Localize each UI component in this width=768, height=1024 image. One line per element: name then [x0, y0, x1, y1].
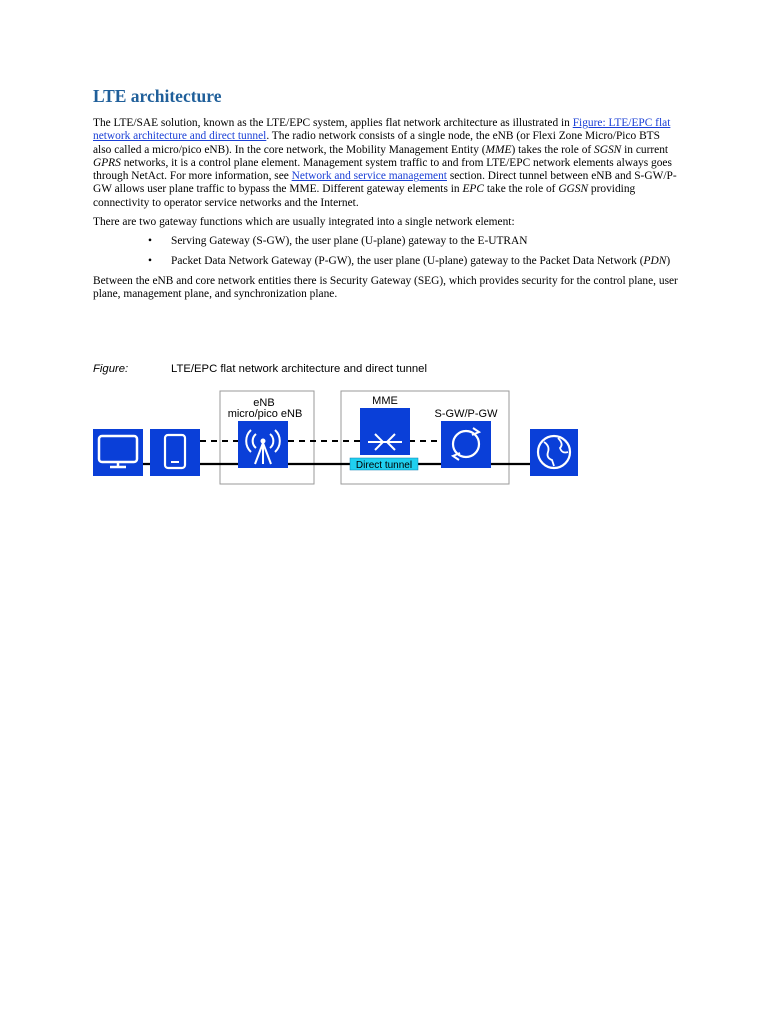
paragraph-gateways: There are two gateway functions which are usually integrated into a single network element: [93, 216, 515, 229]
architecture-diagram [90, 388, 590, 488]
enb-label: eNB [253, 397, 275, 409]
text-run: section. Direct tunnel between eNB and S-GW/P-GW allows user plane traffic to bypass the MME. Different gateway elements in [93, 170, 677, 196]
computer-icon [93, 429, 143, 476]
term-ggsn: GGSN [558, 183, 589, 196]
list-item [93, 235, 678, 248]
mobile-device-icon [150, 429, 200, 476]
text-run: The LTE/SAE solution, known as the LTE/EPC system, applies flat network architecture as illustrated in [93, 117, 573, 129]
term-sgsn: SGSN [594, 143, 622, 156]
list-item [93, 255, 678, 268]
text-run: in current [621, 143, 669, 156]
text-run: providing connectivity to operator service networks and the Internet. [93, 183, 636, 209]
direct-tunnel-label: Direct tunnel [355, 460, 413, 471]
list-item-text: ) [666, 254, 671, 267]
list-item-text: Serving Gateway (S-GW), the user plane (U-plane) gateway to the E-UTRAN [171, 235, 528, 248]
enb-sublabel: micro/pico eNB [227, 408, 303, 420]
term-epc: EPC [462, 183, 484, 196]
figure-label: Figure: [93, 363, 129, 375]
internet-globe-icon [530, 429, 578, 476]
text-run: networks, it is a control plane element. Management system traffic to and from LTE/EPC network elements always goes through NetAct. For more information, see [93, 156, 672, 183]
mme-label: MME [372, 395, 398, 407]
term-pdn: PDN [643, 254, 667, 267]
paragraph-intro [93, 117, 678, 210]
gateway-list [93, 235, 678, 268]
antenna-icon [238, 421, 288, 468]
bullet-marker: • [148, 235, 152, 248]
mme-router-icon [360, 408, 410, 455]
text-run: take the role of [483, 183, 559, 196]
bullet-marker: • [148, 254, 152, 267]
network-management-link[interactable]: Network and service management [291, 170, 447, 183]
sgw-label: S-GW/P-GW [434, 408, 498, 420]
figure-caption-text: LTE/EPC flat network architecture and direct tunnel [171, 363, 427, 375]
figure-link[interactable]: Figure: LTE/EPC flat network architecture and direct tunnel [93, 117, 671, 143]
page-title: LTE architecture [93, 86, 222, 106]
text-run: ) takes the role of [511, 143, 595, 156]
gateway-cycle-icon [441, 421, 491, 468]
figure-caption [93, 363, 427, 375]
term-gprs: GPRS [93, 156, 121, 169]
list-item-text: Packet Data Network Gateway (P-GW), the user plane (U-plane) gateway to the Packet Data Network ( [171, 254, 644, 267]
document-page [93, 86, 678, 308]
paragraph-seg: Between the eNB and core network entities there is Security Gateway (SEG), which provides security for the control plane, user plane, management plane, and synchronization plane. [93, 274, 678, 301]
text-run: . The radio network consists of a single node, the eNB (or Flexi Zone Micro/Pico BTS also called a micro/pico eNB). In the core network, the Mobility Management Entity ( [93, 130, 660, 156]
term-mme: MME [485, 143, 512, 156]
